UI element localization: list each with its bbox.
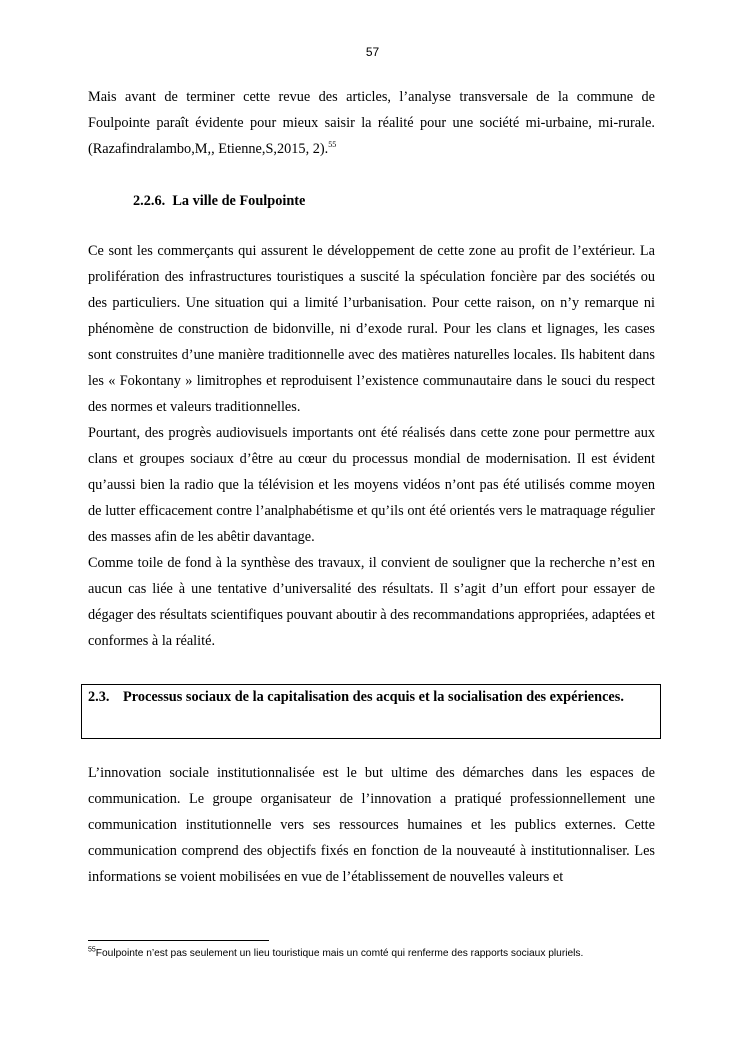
footnote-marker: 55 bbox=[88, 946, 96, 954]
footnote-text: Foulpointe n’est pas seulement un lieu touristique mais un comté qui renferme des rapports sociaux pluriels. bbox=[95, 948, 584, 959]
footnote bbox=[88, 946, 688, 962]
intro-paragraph bbox=[88, 84, 655, 162]
body-paragraph: Ce sont les commerçants qui assurent le développement de cette zone au profit de l’extérieur. La prolifération des infrastructures touristiques a suscité la spéculation foncière par des sociétés ou des particuliers. Une situation qui a limité l’urbanisation. Pour cette raison, on n’y remarque ni phénomène de construction de bidonville, ni d’exode rural. Pour les clans et lignages, les cases sont construites d’une manière traditionnelle avec des matières naturelles locales. Ils habitent dans les « Fokontany » limitrophes et reproduisent l’existence communautaire dans le souci du respect des normes et valeurs traditionnelles. bbox=[88, 243, 655, 415]
section-heading-2-2-6 bbox=[133, 188, 305, 214]
body-paragraph: Pourtant, des progrès audiovisuels importants ont été réalisés dans cette zone pour permettre aux clans et groupes sociaux d’être au cœur du processus mondial de modernisation. Il est évident qu’aussi bien la radio que la télévision et les moyens vidéos n’ont pas été utilisés comme moyen de lutter efficacement contre l’analphabétisme et qu’ils ont été orientés vers le matraquage régulier des masses afin de les abêtir davantage. bbox=[88, 425, 655, 545]
section-2-2-6-body bbox=[88, 238, 655, 654]
section-number: 2.3. bbox=[88, 689, 110, 705]
page-number: 57 bbox=[365, 45, 380, 59]
section-number: 2.2.6. bbox=[133, 193, 166, 209]
footnote-separator bbox=[88, 940, 269, 941]
intro-text: Mais avant de terminer cette revue des articles, l’analyse transversale de la commune de Foulpointe paraît évidente pour mieux saisir la réalité pour une société mi-urbaine, mi-rurale. (Razafindralambo,M,, Etienne,S,2015, 2). bbox=[88, 89, 655, 157]
section-heading-2-3 bbox=[88, 684, 655, 710]
body-paragraph: L’innovation sociale institutionnalisée est le but ultime des démarches dans les espaces de communication. Le groupe organisateur de l’innovation a pratiqué professionnellement une communication institutionnelle vers ses ressources humaines et les publics externes. Cette communication comprend des objectifs fixés en fonction de la nouveauté à institutionnaliser. Les informations se voient mobilisées en vue de l’établissement de nouvelles valeurs et bbox=[88, 765, 655, 885]
section-title: La ville de Foulpointe bbox=[172, 193, 306, 209]
body-paragraph: Comme toile de fond à la synthèse des travaux, il convient de souligner que la recherche n’est en aucun cas liée à une tentative d’universalité des résultats. Il s’agit d’un effort pour essayer de dégager des résultats scientifiques pouvant aboutir à des recommandations appropriées, adaptées et conformes à la réalité. bbox=[88, 555, 655, 649]
footnote-reference: 55 bbox=[328, 140, 337, 150]
section-title: Processus sociaux de la capitalisation des acquis et la socialisation des expériences. bbox=[123, 689, 624, 705]
section-2-3-body bbox=[88, 760, 655, 890]
